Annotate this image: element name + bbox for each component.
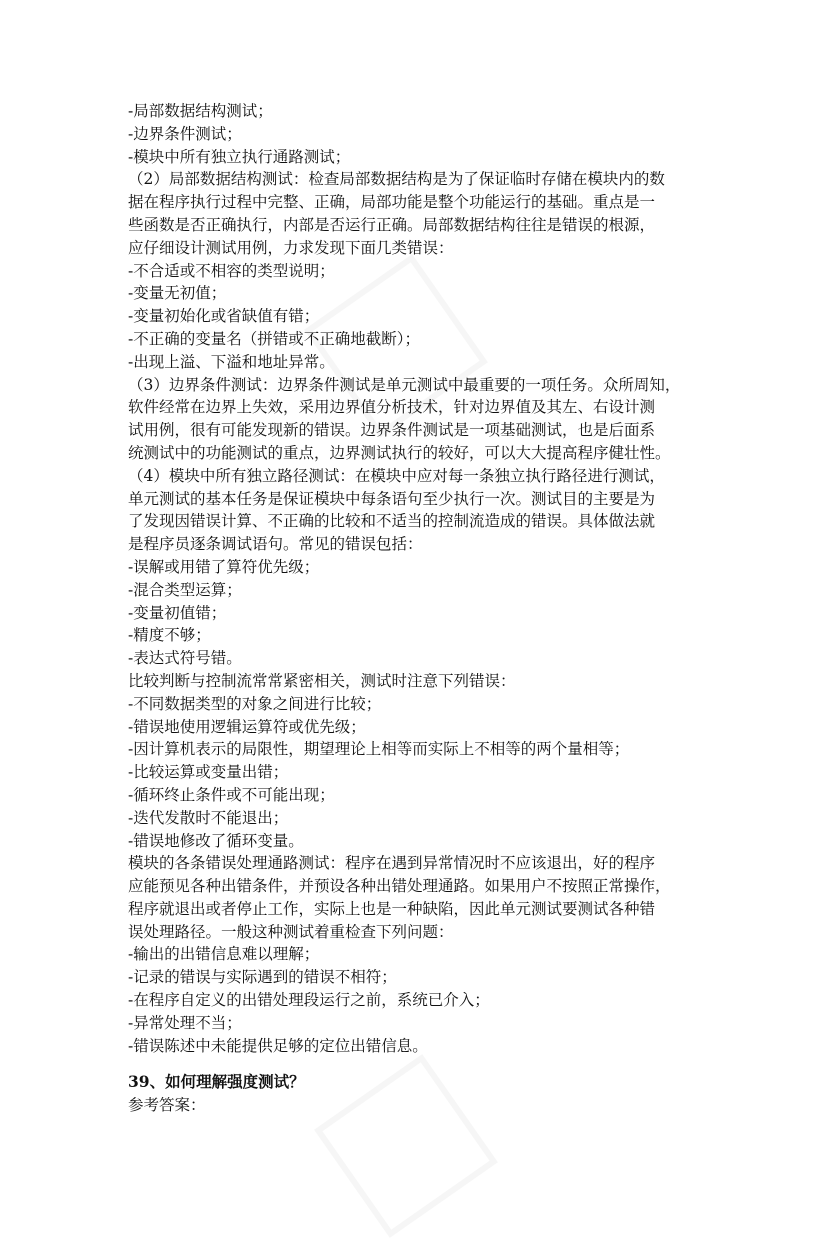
text-line: -记录的错误与实际遇到的错误不相符； bbox=[128, 968, 397, 987]
text-line: -不正确的变量名（拼错或不正确地截断）； bbox=[128, 329, 420, 348]
text-line: 程序就退出或者停止工作，实际上也是一种缺陷，因此单元测试要测试各种错 bbox=[128, 899, 656, 918]
text-line: -混合类型运算； bbox=[128, 580, 242, 599]
text-line: 统测试中的功能测试的重点，边界测试执行的较好，可以大大提高程序健壮性。 bbox=[128, 443, 671, 462]
question-heading: 39、如何理解强度测试？ bbox=[128, 1072, 305, 1092]
text-line: -输出的出错信息难以理解； bbox=[128, 945, 320, 964]
text-line: -迭代发散时不能退出； bbox=[128, 808, 289, 827]
text-line: -出现上溢、下溢和地址异常。 bbox=[128, 352, 335, 371]
text-line: -表达式符号错。 bbox=[128, 649, 242, 668]
text-line: -误解或用错了算符优先级； bbox=[128, 557, 320, 576]
text-line: 软件经常在边界上失效，采用边界值分析技术，针对边界值及其左、右设计测 bbox=[128, 398, 656, 417]
text-line: -局部数据结构测试； bbox=[128, 102, 273, 120]
text-line: 比较判断与控制流常常紧密相关，测试时注意下列错误： bbox=[128, 671, 516, 690]
text-line: 是程序员逐条调试语句。常见的错误包括： bbox=[128, 535, 423, 554]
text-line: -变量初始化或省缺值有错； bbox=[128, 307, 320, 326]
text-line: 误处理路径。一般这种测试着重检查下列问题： bbox=[128, 922, 454, 941]
text-line: 单元测试的基本任务是保证模块中每条语句至少执行一次。测试目的主要是为 bbox=[128, 489, 656, 508]
text-line: -比较运算或变量出错； bbox=[128, 763, 289, 782]
text-line: -在程序自定义的出错处理段运行之前，系统已介入； bbox=[128, 991, 490, 1010]
text-line: -因计算机表示的局限性，期望理论上相等而实际上不相等的两个量相等； bbox=[128, 740, 630, 759]
text-line: 据在程序执行过程中完整、正确，局部功能是整个功能运行的基础。重点是一 bbox=[128, 193, 656, 212]
text-line: 模块的各条错误处理通路测试：程序在遇到异常情况时不应该退出，好的程序 bbox=[128, 854, 656, 873]
text-line: -变量无初值； bbox=[128, 284, 227, 303]
text-line: 了发现因错误计算、不正确的比较和不适当的控制流造成的错误。具体做法就 bbox=[128, 512, 656, 531]
answer-label: 参考答案： bbox=[128, 1096, 206, 1115]
text-line: -边界条件测试； bbox=[128, 124, 242, 143]
text-line: -精度不够； bbox=[128, 626, 211, 645]
document-page bbox=[128, 100, 713, 1117]
text-line: -模块中所有独立执行通路测试； bbox=[128, 147, 351, 166]
text-line: 些函数是否正确执行，内部是否运行正确。局部数据结构往往是错误的根源， bbox=[128, 215, 656, 234]
text-line: 应能预见各种出错条件，并预设各种出错处理通路。如果用户不按照正常操作， bbox=[128, 877, 671, 896]
text-line: -错误地修改了循环变量。 bbox=[128, 831, 304, 850]
text-line: -错误陈述中未能提供足够的定位出错信息。 bbox=[128, 1036, 428, 1055]
text-line: （2）局部数据结构测试：检查局部数据结构是为了保证临时存储在模块内的数 bbox=[128, 170, 665, 189]
text-line: （3）边界条件测试：边界条件测试是单元测试中最重要的一项任务。众所周知， bbox=[128, 375, 681, 394]
text-line: 应仔细设计测试用例，力求发现下面几类错误： bbox=[128, 238, 454, 257]
text-line: -循环终止条件或不可能出现； bbox=[128, 785, 335, 804]
text-line: -不同数据类型的对象之间进行比较； bbox=[128, 694, 382, 713]
text-line: -不合适或不相容的类型说明； bbox=[128, 261, 335, 280]
text-line: （4）模块中所有独立路径测试：在模块中应对每一条独立执行路径进行测试， bbox=[128, 466, 665, 485]
text-line: 试用例，很有可能发现新的错误。边界条件测试是一项基础测试，也是后面系 bbox=[128, 421, 656, 440]
text-line: -变量初值错； bbox=[128, 603, 227, 622]
text-line: -错误地使用逻辑运算符或优先级； bbox=[128, 717, 366, 736]
section-gap bbox=[128, 1057, 713, 1071]
text-line: -异常处理不当； bbox=[128, 1013, 242, 1032]
